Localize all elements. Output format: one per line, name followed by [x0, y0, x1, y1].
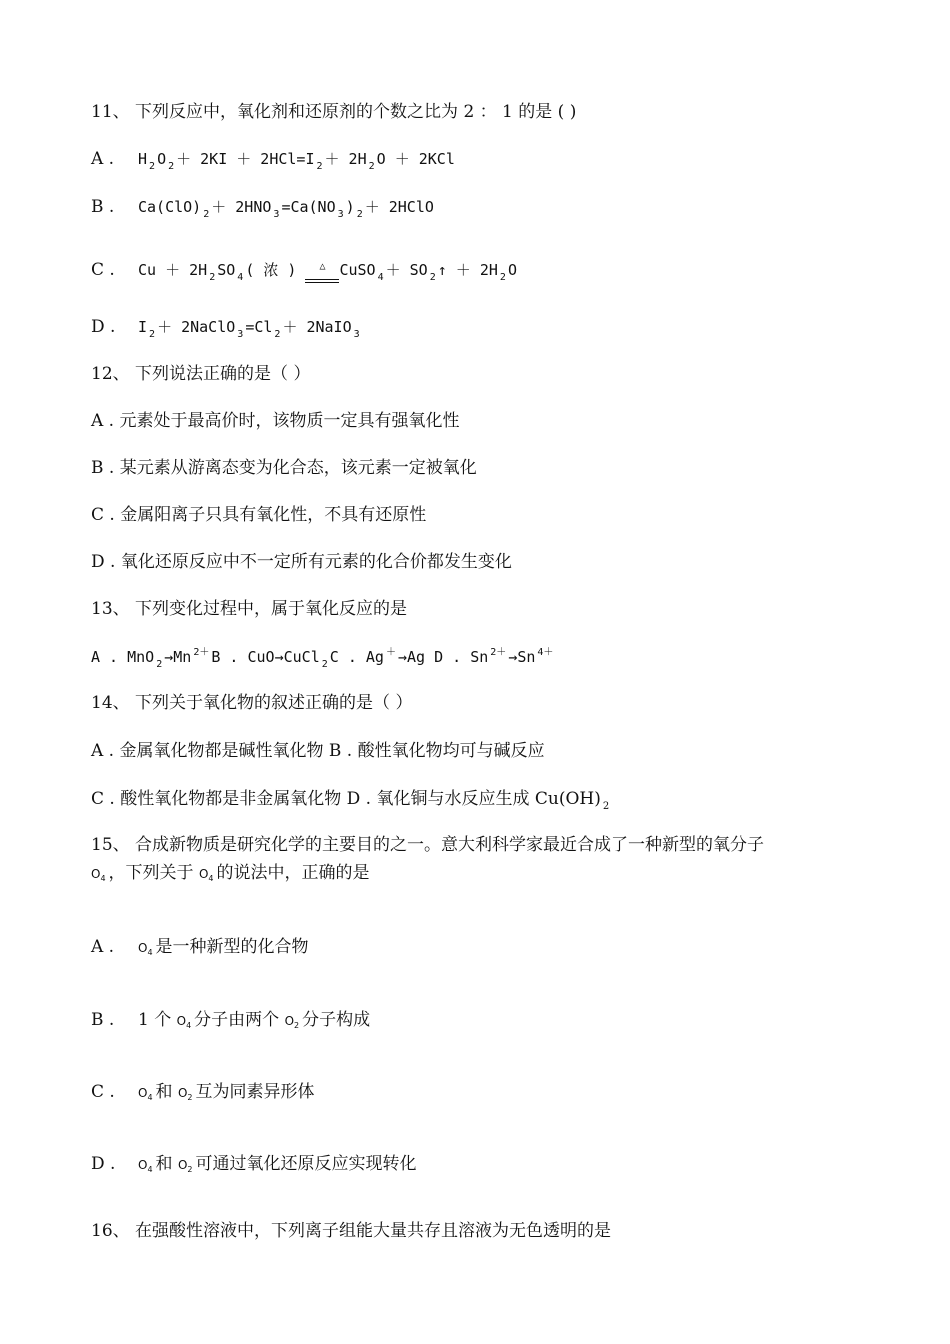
- o2-symbol: $O_2$: [177, 1158, 193, 1174]
- q15-option-d: D . $O_4$ 和 $O_2$ 可通过氧化还原反应实现转化: [91, 1153, 417, 1178]
- q11-stem: 11、 下列反应中，氧化剂和还原剂的个数之比为 2 ： 1 的是 ( ): [91, 102, 577, 122]
- q12-option-b: B . 某元素从游离态变为化合态，该元素一定被氧化: [91, 458, 477, 478]
- o2-symbol: $O_2$: [177, 1086, 193, 1102]
- concentrated-label: ( 浓 ): [245, 261, 297, 279]
- equation: H $_2$ O $_2$ ＋ 2KI ＋ 2HCl=I $_2$ ＋ 2H $_2$ O ＋ 2KCl: [138, 150, 455, 172]
- q11-option-d: [91, 316, 362, 341]
- q15-stem-line1: 15、 合成新物质是研究化学的主要目的之一。意大利科学家最近合成了一种新型的氧分子: [91, 835, 765, 855]
- q14-options-ab: A . 金属氧化物都是碱性氧化物 B . 酸性氧化物均可与碱反应: [91, 741, 545, 761]
- o4-symbol: $O_4$: [138, 1086, 153, 1102]
- q16-stem: 16、 在强酸性溶液中，下列离子组能大量共存且溶液为无色透明的是: [91, 1221, 612, 1241]
- equation: Ca(ClO) $_2$ ＋ 2HNO $_3$ =Ca(NO $_3$ ) $_2$ ＋ 2HClO: [138, 198, 434, 220]
- o4-symbol: $O_4$: [198, 867, 214, 883]
- q11-option-a: [91, 148, 455, 173]
- o2-symbol: $O_2$: [284, 1014, 300, 1030]
- option-label: C .: [91, 1082, 115, 1102]
- q13-options: A . MnO $_2$ →Mn $^{2+}$ B . CuO→CuCl $_2$ C . Ag ＋ →Ag D . Sn $^{2+}$ →Sn $^{4+}$: [91, 647, 554, 670]
- o4-symbol: $O_4$: [138, 941, 153, 957]
- q14-options-cd: C . 酸性氧化物都是非金属氧化物 D . 氧化铜与水反应生成 Cu(OH) $_2$: [91, 789, 610, 812]
- option-label: A .: [91, 149, 115, 169]
- option-label: D .: [91, 317, 116, 337]
- heating-condition: △: [305, 256, 339, 283]
- option-label: B .: [91, 197, 115, 217]
- q15-option-a: A . $O_4$ 是一种新型的化合物: [91, 936, 309, 961]
- o4-symbol: $O_4$: [176, 1014, 192, 1030]
- q12-option-a: A . 元素处于最高价时，该物质一定具有强氧化性: [91, 411, 460, 431]
- option-label: D .: [91, 1154, 116, 1174]
- q12-option-d: D . 氧化还原反应中不一定所有元素的化合价都发生变化: [91, 552, 512, 572]
- o4-symbol: $O_4$: [91, 867, 106, 883]
- q15-option-c: C . $O_4$ 和 $O_2$ 互为同素异形体: [91, 1081, 315, 1106]
- q12-stem: 12、 下列说法正确的是（ ）: [91, 364, 311, 384]
- q15-option-b: B . 1 个 $O_4$ 分子由两个 $O_2$ 分子构成: [91, 1009, 370, 1034]
- option-label: B .: [91, 1010, 115, 1030]
- option-label: C .: [91, 260, 115, 280]
- o4-symbol: $O_4$: [138, 1158, 153, 1174]
- q11-option-b: [91, 196, 434, 221]
- option-label: A .: [91, 937, 115, 957]
- q15-stem-line2: $O_4$ ，下列关于 $O_4$ 的说法中，正确的是: [91, 862, 370, 887]
- q13-stem: 13、 下列变化过程中，属于氧化反应的是: [91, 599, 408, 619]
- equation: I $_2$ ＋ 2NaClO $_3$ =Cl $_2$ ＋ 2NaIO $_3$: [138, 318, 360, 340]
- q12-option-c: C . 金属阳离子只具有氧化性，不具有还原性: [91, 505, 427, 525]
- q11-option-c: [91, 259, 517, 289]
- equation: Cu ＋ 2H $_2$ SO $_4$ ( 浓 ) △ CuSO $_4$ ＋ SO $_2$ ↑ ＋ 2H $_2$ O: [138, 261, 517, 279]
- q14-stem: 14、 下列关于氧化物的叙述正确的是（ ）: [91, 693, 413, 713]
